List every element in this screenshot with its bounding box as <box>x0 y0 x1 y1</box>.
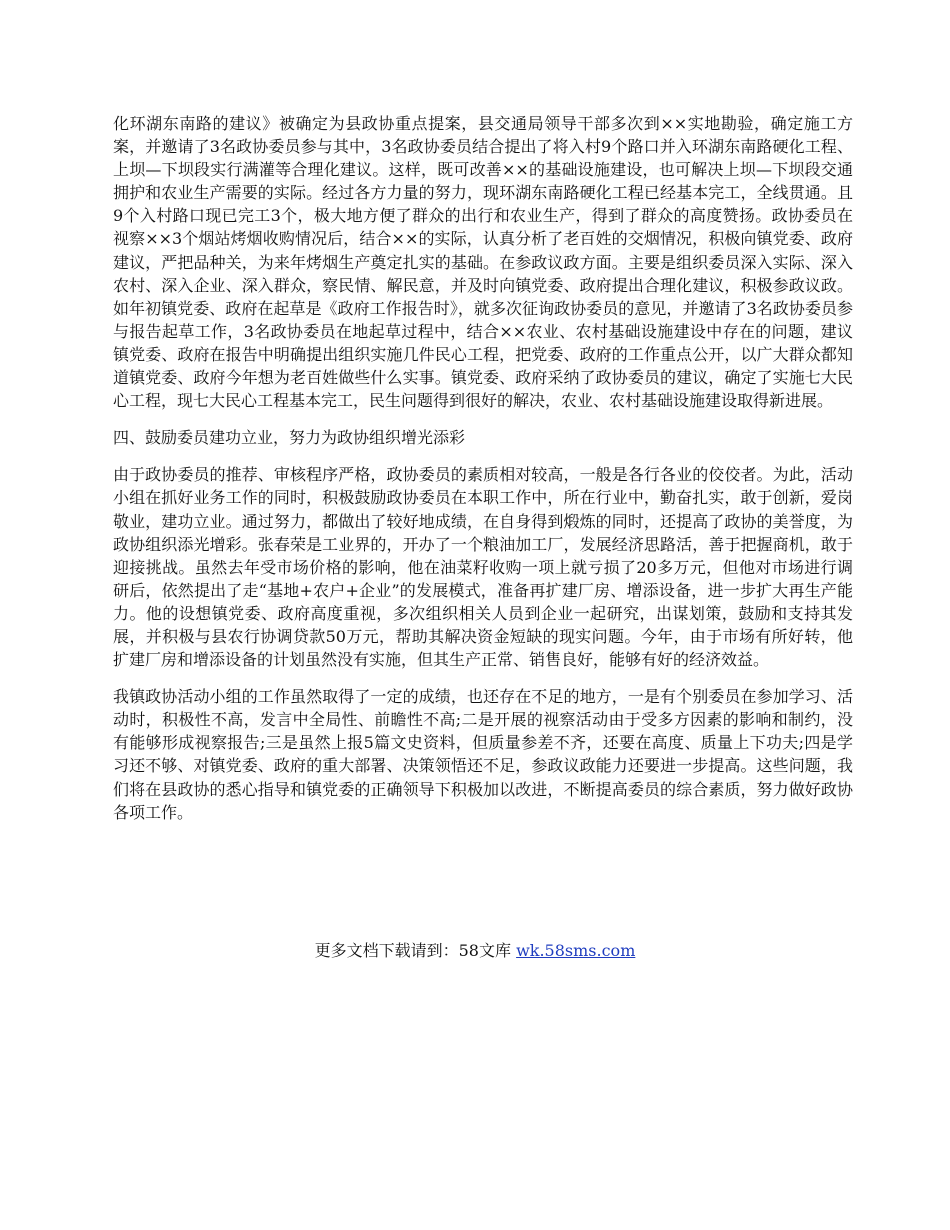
paragraph-shortcomings: 我镇政协活动小组的工作虽然取得了一定的成绩，也还存在不足的地方，一是有个别委员在参加学习、活动时，积极性不高，发言中全局性、前瞻性不高;二是开展的视察活动由于受多方因素的影响和制约，没有能够形成视察报告;三是虽然上报5篇文史资料，但质量参差不齐，还要在高度、质量上下功夫;四是学习还不够、对镇党委、政府的重大部署、决策领悟还不足，参政议政能力还要进一步提高。这些问题，我们将在县政协的悉心指导和镇党委的正确领导下积极加以改进，不断提高委员的综合素质，努力做好政协各项工作。 <box>113 687 853 822</box>
download-footer <box>0 938 950 961</box>
paragraph-intro: 化环湖东南路的建议》被确定为县政协重点提案，县交通局领导干部多次到××实地勘验，确定施工方案，并邀请了3名政协委员参与其中，3名政协委员结合提出了将入村9个路口并入环湖东南路硬化工程、上坝—下坝段实行满灌等合理化建议。这样，既可改善××的基础设施建设，也可解决上坝—下坝段交通拥护和农业生产需要的实际。经过各方力量的努力，现环湖东南路硬化工程已经基本完工，全线贯通。且9个入村路口现已完工3个，极大地方便了群众的出行和农业生产，得到了群众的高度赞扬。政协委员在视察××3个烟站烤烟收购情况后，结合××的实际，认真分析了老百姓的交烟情况，积极向镇党委、政府建议，严把品种关，为来年烤烟生产奠定扎实的基础。在参政议政方面。主要是组织委员深入实际、深入农村、深入企业、深入群众，察民情、解民意，并及时向镇党委、政府提出合理化建议，积极参政议政。如年初镇党委、政府在起草是《政府工作报告时》，就多次征询政协委员的意见，并邀请了3名政协委员参与报告起草工作，3名政协委员在地起草过程中，结合××农业、农村基础设施建设中存在的问题，建议镇党委、政府在报告中明确提出组织实施几件民心工程，把党委、政府的工作重点公开，以广大群众都知道镇党委、政府今年想为老百姓做些什么实事。镇党委、政府采纳了政协委员的建议，确定了实施七大民心工程，现七大民心工程基本完工，民生问题得到很好的解决，农业、农村基础设施建设取得新进展。 <box>113 114 853 411</box>
footer-link[interactable]: wk.58sms.com <box>516 941 636 960</box>
document-body <box>113 112 853 838</box>
paragraph-encourage: 由于政协委员的推荐、审核程序严格，政协委员的素质相对较高，一般是各行各业的佼佼者。为此，活动小组在抓好业务工作的同时，积极鼓励政协委员在本职工作中，所在行业中，勤奋扎实，敢于创新，爱岗敬业，建功立业。通过努力，都做出了较好地成绩，在自身得到煅炼的同时，还提高了政协的美誉度，为政协组织添光增彩。张春荣是工业界的，开办了一个粮油加工厂，发展经济思路活，善于把握商机，敢于迎接挑战。虽然去年受市场价格的影响，他在油菜籽收购一项上就亏损了20多万元，但他对市场进行调研后，依然提出了走“基地+农户+企业”的发展模式，准备再扩建厂房、增添设备，进一步扩大再生产能力。他的设想镇党委、政府高度重视，多次组织相关人员到企业一起研究，出谋划策，鼓励和支持其发展，并积极与县农行协调贷款50万元，帮助其解决资金短缺的现实问题。今年，由于市场有所好转，他扩建厂房和增添设备的计划虽然没有实施，但其生产正常、销售良好，能够有好的经济效益。 <box>113 465 853 670</box>
footer-text: 更多文档下载请到：58文库 <box>314 941 517 960</box>
section-heading: 四、鼓励委员建功立业，努力为政协组织增光添彩 <box>113 428 466 448</box>
